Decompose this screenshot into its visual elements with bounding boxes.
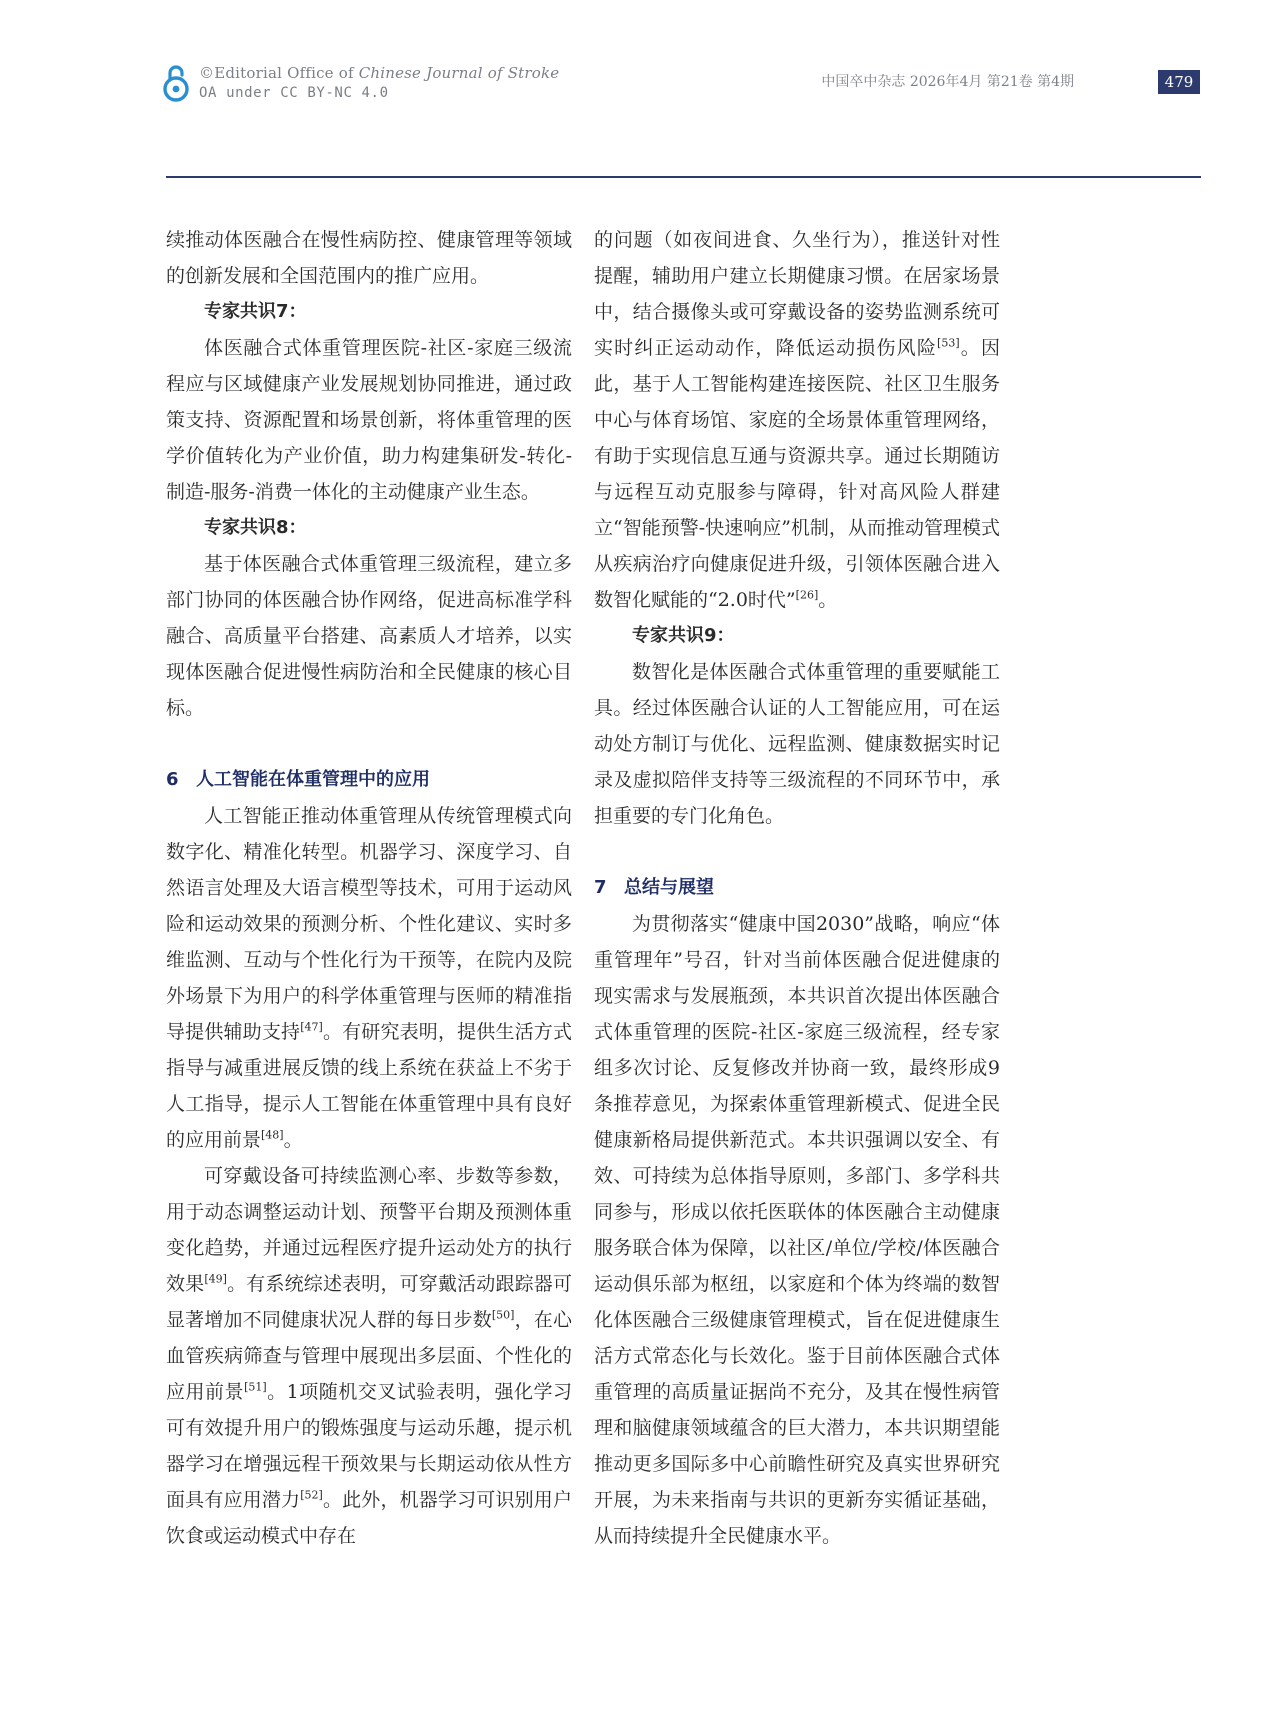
consensus-9-label: 专家共识9： xyxy=(632,625,735,646)
section-number: 6 xyxy=(166,769,179,790)
citation: [26] xyxy=(795,588,819,602)
journal-info: 中国卒中杂志 2026年4月 第21卷 第4期 xyxy=(821,74,1074,90)
consensus-7-label: 专家共识7： xyxy=(204,301,307,322)
section-6-paragraph-2: 可穿戴设备可持续监测心率、步数等参数，用于动态调整运动计划、预警平台期及预测体重变化趋势，并通过远程医疗提升运动处方的执行效果[49]。有系统综述表明，可穿戴活动跟踪器可显著增加不同健康状况人群的每日步数[50]，在心血管疾病筛查与管理中展现出多层面、个性化的应用前景[51]。1项随机交叉试验表明，强化学习可有效提升用户的锻炼强度与运动乐趣，提示机器学习在增强远程干预效果与长期运动依从性方面具有应用潜力[52]。此外，机器学习可识别用户饮食或运动模式中存在 xyxy=(166,1165,572,1547)
copyright-line: ©Editorial Office of Chinese Journal of Stroke xyxy=(199,64,560,82)
spacer xyxy=(594,834,1000,870)
citation: [53] xyxy=(937,336,960,350)
citation: [47] xyxy=(300,1020,323,1034)
citation: [48] xyxy=(261,1128,284,1142)
citation: [52] xyxy=(300,1488,323,1502)
page-header xyxy=(0,0,1276,180)
section-6-paragraph-1: 人工智能正推动体重管理从传统管理模式向数字化、精准化转型。机器学习、深度学习、自然语言处理及大语言模型等技术，可用于运动风险和运动效果的预测分析、个性化建议、实时多维监测、互动与个性化行为干预等，在院内及院外场景下为用户的科学体重管理与医师的精准指导提供辅助支持[47]。有研究表明，提供生活方式指导与减重进展反馈的线上系统在获益上不劣于人工指导，提示人工智能在体重管理中具有良好的应用前景[48]。 xyxy=(166,805,572,1151)
section-7-paragraph-1: 为贯彻落实“健康中国2030”战略，响应“体重管理年”号召，针对当前体医融合促进健康的现实需求与发展瓶颈，本共识首次提出体医融合式体重管理的医院-社区-家庭三级流程，经专家组多次讨论、反复修改并协商一致，最终形成9条推荐意见，为探索体重管理新模式、促进全民健康新格局提供新范式。本共识强调以安全、有效、可持续为总体指导原则，多部门、多学科共同参与，形成以依托医联体的体医融合主动健康服务联合体为保障，以社区/单位/学校/体医融合运动俱乐部为枢纽，以家庭和个体为终端的数智化体医融合三级健康管理模式，旨在促进健康生活方式常态化与长效化。鉴于目前体医融合式体重管理的高质量证据尚不充分，及其在慢性病管理和脑健康领域蕴含的巨大潜力，本共识期望能推动更多国际多中心前瞻性研究及真实世界研究开展，为未来指南与共识的更新夯实循证基础，从而持续提升全民健康水平。 xyxy=(594,913,1000,1547)
paragraph: 的问题（如夜间进食、久坐行为），推送针对性提醒，辅助用户建立长期健康习惯。在居家场景中，结合摄像头或可穿戴设备的姿势监测系统可实时纠正运动动作，降低运动损伤风险[53]。因此，基于人工智能构建连接医院、社区卫生服务中心与体育场馆、家庭的全场景体重管理网络，有助于实现信息互通与资源共享。通过长期随访与远程互动克服参与障碍，针对高风险人群建立“智能预警-快速响应”机制，从而推动管理模式从疾病治疗向健康促进升级，引领体医融合进入数智化赋能的“2.0时代”[26]。 xyxy=(594,229,1000,611)
page-number: 479 xyxy=(1158,70,1200,94)
paragraph: 续推动体医融合在慢性病防控、健康管理等领域的创新发展和全国范围内的推广应用。 xyxy=(166,229,572,287)
citation: [51] xyxy=(244,1380,267,1394)
header-rule xyxy=(166,176,1201,178)
license-text xyxy=(199,63,559,103)
section-title: 总结与展望 xyxy=(624,877,714,898)
spacer xyxy=(166,726,572,762)
section-title: 人工智能在体重管理中的应用 xyxy=(196,769,430,790)
right-column xyxy=(594,222,1000,1554)
consensus-8-label: 专家共识8： xyxy=(204,517,307,538)
section-6-heading xyxy=(166,762,572,798)
license-line: OA under CC BY-NC 4.0 xyxy=(199,85,389,101)
consensus-7-text: 体医融合式体重管理医院-社区-家庭三级流程应与区域健康产业发展规划协同推进，通过政策支持、资源配置和场景创新，将体重管理的医学价值转化为产业价值，助力构建集研发-转化-制造-服务-消费一体化的主动健康产业生态。 xyxy=(166,337,572,503)
citation: [49] xyxy=(204,1272,227,1286)
consensus-9-text: 数智化是体医融合式体重管理的重要赋能工具。经过体医融合认证的人工智能应用，可在运动处方制订与优化、远程监测、健康数据实时记录及虚拟陪伴支持等三级流程的不同环节中，承担重要的专门化角色。 xyxy=(594,661,1000,827)
open-access-lock-icon xyxy=(163,62,189,102)
consensus-8-text: 基于体医融合式体重管理三级流程，建立多部门协同的体医融合协作网络，促进高标准学科融合、高质量平台搭建、高素质人才培养，以实现体医融合促进慢性病防治和全民健康的核心目标。 xyxy=(166,553,572,719)
section-7-heading xyxy=(594,870,1000,906)
citation: [50] xyxy=(491,1308,515,1322)
left-column xyxy=(166,222,572,1554)
section-number: 7 xyxy=(594,877,607,898)
